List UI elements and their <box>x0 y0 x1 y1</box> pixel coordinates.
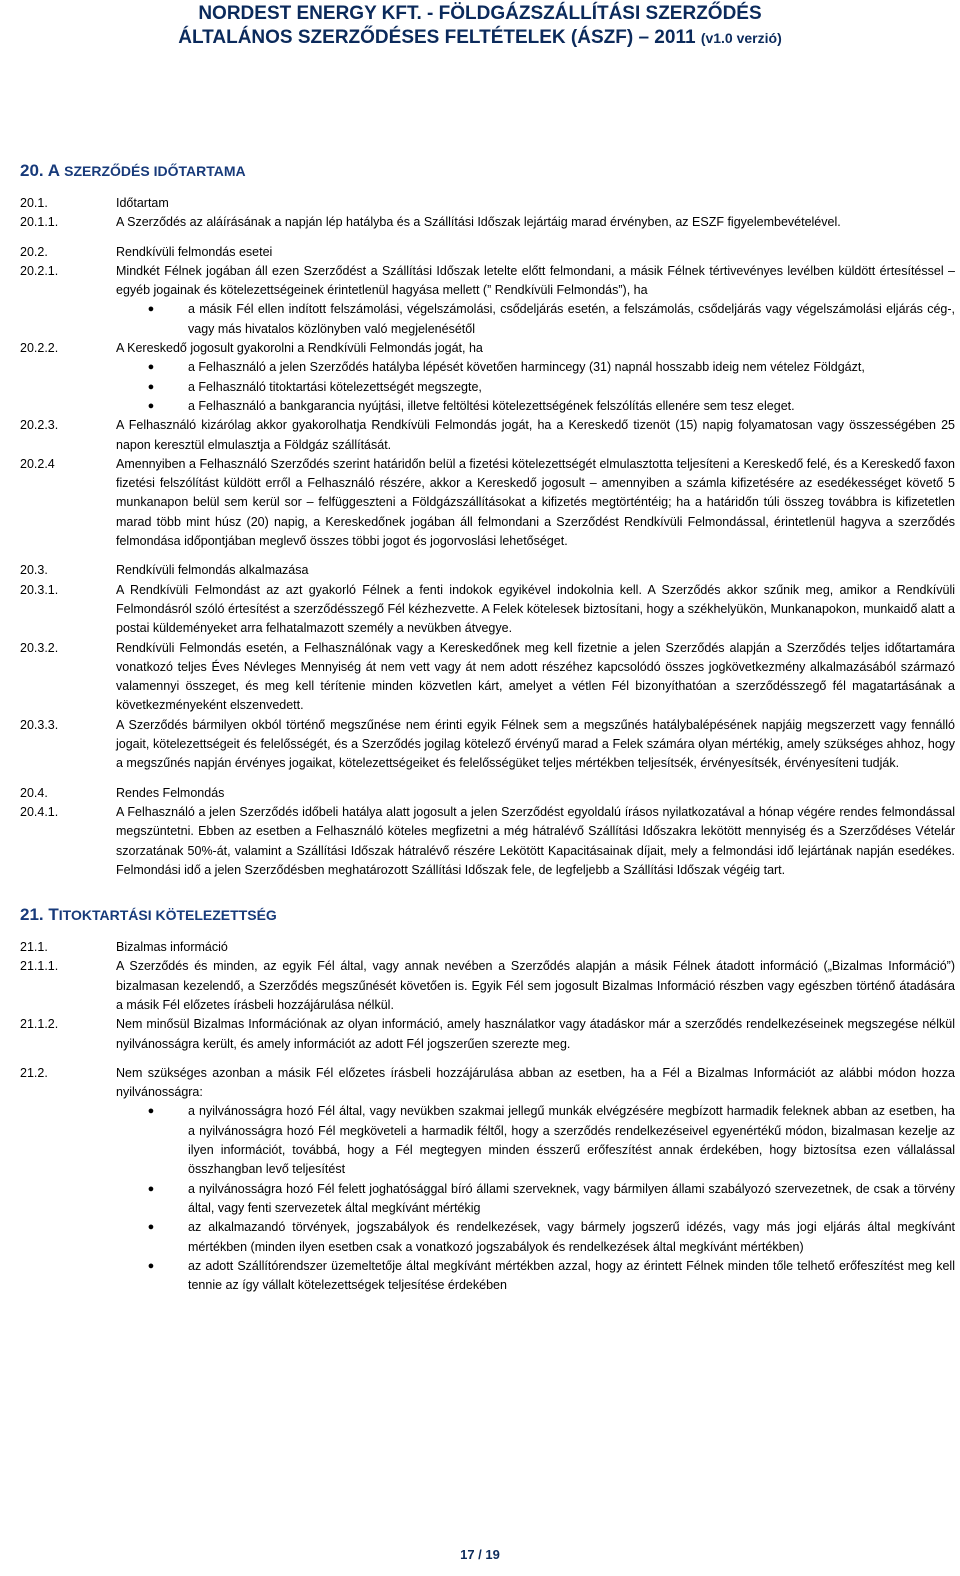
clause-text: A Kereskedő jogosult gyakorolni a Rendkívüli Felmondás jogát, ha <box>116 341 483 356</box>
clause <box>20 581 955 639</box>
clause <box>20 784 955 803</box>
clause-text: Rendkívüli felmondás esetei <box>116 244 273 259</box>
clause <box>20 1015 955 1054</box>
bullet-icon: ● <box>147 1182 155 1195</box>
clause <box>20 339 955 358</box>
clause <box>20 1064 955 1103</box>
clause-number: 20.2.2. <box>20 341 59 356</box>
clause <box>20 803 955 880</box>
clause-number: 21.1. <box>20 940 48 955</box>
section-title-initial: A <box>47 161 60 180</box>
clause <box>20 455 955 551</box>
bullet-item <box>116 397 955 416</box>
bullet-icon: ● <box>147 399 155 412</box>
clause-text: A Rendkívüli Felmondást az azt gyakorló Félnek a fenti indokok egyikével indokolnia kell. A Szerződés akkor szűnik meg, amikor a Rendkívüli Felmondásról szóló értesítést a szerződésszegő Fél kézhezvette. A Felek kötelesek biztosítani, hogy a székhelyükön, Munkanapokon, munkaidő alatt a postai küldeményeket arra felhatalmazott személy a nevükben átvegye. <box>116 582 955 636</box>
clause-text: A Szerződés és minden, az egyik Fél által, vagy annak nevében a Szerződés alapján a másik Félnek átadott információ („Bizalmas Információ”) bizalmasan kezelendő, a Szerződés megszűnését követően is. Egyik Fél sem jogosult Bizalmas Információ részben vagy egészben történő átadására a másik Fél előzetes írásbeli hozzájárulása nélkül. <box>116 959 955 1012</box>
bullet-text: a Felhasználó a bankgarancia nyújtási, illetve feltöltési kötelezettségének felszólítás ellenére sem tesz eleget. <box>188 398 795 413</box>
clause <box>20 716 955 774</box>
bullet-icon: ● <box>147 303 155 316</box>
clause-text: A Szerződés bármilyen okból történő megszűnése nem érinti egyik Félnek sem a megszűnés hatálybalépésének napjáig megszerzett vagy fennálló jogait, kötelezettségeit és felelősségét, és a Szerződés jogilag kötelező érvényű marad a Felek számára olyan mértékig, amely szükséges ahhoz, hogy a megszűnés napján érvényes jogaikat, kötelezettségeiket és felelősségüket teljes mértékben teljesítsék, érvényesítsék, érvényesíteni tudják. <box>116 717 955 771</box>
clause-text: Amennyiben a Felhasználó Szerződés szerint határidőn belül a fizetési kötelezettségét elmulasztotta teljesíteni a Kereskedő felé, és a Kereskedő faxon fizetési felszólítást küldött erről a Felhasználó részére, akkor a Kereskedő jogosult – amennyiben a számla kifizetésére az esedékességet követő 5 munkanapon belül sem kerül sor – felfüggeszteni a Földgázszállításokat a kifizetés megtörténtéig; ha a határidőn túli összeg továbbra is kifizetetlen marad több mint húsz (20) napig, a Kereskedőnek jogában áll felmondani a Szerződést Rendkívüli Felmondással, érintetlenül hagyva a szerződés felmondása időpontjában meglevő összes többi jogot és jogorvoslási lehetőséget. <box>116 456 955 549</box>
page-number: 17 / 19 <box>460 1547 500 1562</box>
bullet-icon: ● <box>147 1221 155 1234</box>
section-heading-21 <box>20 904 955 926</box>
bullet-text: a nyilvánosságra hozó Fél felett joghatósággal bíró állami szerveknek, vagy bármilyen állami szabályozó szervezetnek, de csak a törvény által, vagy fenti szervezetek által megkívánt mértékig <box>188 1181 955 1215</box>
clause <box>20 561 955 580</box>
section-heading-20 <box>20 160 955 182</box>
clause-number: 20.3.3. <box>20 717 59 732</box>
clause-text: Időtartam <box>116 196 169 210</box>
clause <box>20 957 955 1015</box>
clause <box>20 262 955 301</box>
section-title-rest: ITOKTARTÁSI KÖTELEZETTSÉG <box>58 907 277 924</box>
header-version: (v1.0 verzió) <box>700 30 782 46</box>
bullet-item <box>116 1102 955 1179</box>
bullet-text: a nyilvánosságra hozó Fél által, vagy nevükben szakmai jellegű munkák elvégzésére megbízott harmadik feleknek abban az esetben, ha a nyilvánosságra hozó Fél megköveteli a harmadik féltől, hogy a szerződés rendelkezéseivel egyenértékű módon, bizalmasan kezelje az ilyen információt, továbbá, hogy a Fél megtegyen minden ésszerű erőfeszítést annak érdekében, hogy biztosítsa ezen vállalással összhangban levő teljesítést <box>188 1104 955 1177</box>
clause-text: Rendes Felmondás <box>116 785 225 800</box>
bullet-text: az alkalmazandó törvények, jogszabályok és rendelkezések, vagy bármely jogszerű idézés, vagy más jogi eljárás által megkívánt mértékben (minden ilyen esetben csak a vonatkozó jogszabályok és rendelkezések által megkívánt mértékben) <box>188 1220 955 1254</box>
bullet-item <box>116 1180 955 1219</box>
clause-number: 21.1.2. <box>20 1017 59 1032</box>
clause-number: 20.4.1. <box>20 804 59 819</box>
document-header <box>0 2 960 50</box>
bullet-text: a Felhasználó titoktartási kötelezettségét megszegte, <box>188 379 482 394</box>
clause-number: 20.2.4 <box>20 456 55 471</box>
clause-number: 21.1.1. <box>20 959 59 974</box>
clause-text: Bizalmas információ <box>116 940 228 955</box>
clause-text: A Felhasználó kizárólag akkor gyakorolhatja Rendkívüli Felmondás jogát, ha a Kereskedő tizenöt (15) napig folyamatosan vagy összességében 25 napon keresztül elmulasztja a Földgáz szállítását. <box>116 418 955 452</box>
bullet-item <box>116 300 955 339</box>
clause-number: 20.2.1. <box>20 263 59 278</box>
document-body <box>20 160 955 1295</box>
clause-number: 20.3.1. <box>20 582 59 597</box>
bullet-icon: ● <box>147 1105 155 1118</box>
clause <box>20 639 955 716</box>
clause-text: Nem szükséges azonban a másik Fél előzetes írásbeli hozzájárulása abban az esetben, ha a Fél a Bizalmas Információt az alábbi módon hozza nyilvánosságra: <box>116 1065 955 1100</box>
clause-number: 20.2. <box>20 244 48 259</box>
clause <box>20 194 955 213</box>
bullet-icon: ● <box>147 380 155 393</box>
clause <box>20 416 955 455</box>
bullet-item <box>116 378 955 397</box>
clause-number: 20.2.3. <box>20 418 59 433</box>
clause-number: 20.1. <box>20 196 48 210</box>
clause <box>20 938 955 957</box>
clause-number: 20.3.2. <box>20 640 59 655</box>
section-title-rest: SZERZŐDÉS IDŐTARTAMA <box>64 163 246 179</box>
clause <box>20 213 955 232</box>
bullet-icon: ● <box>147 361 155 374</box>
header-title-line1: NORDEST ENERGY KFT. - FÖLDGÁZSZÁLLÍTÁSI SZERZŐDÉS <box>198 3 762 24</box>
clause-text: Nem minősül Bizalmas Információnak az olyan információ, amely használatkor vagy átadáskor már a szerződés rendelkezéseinek megszegése nélkül nyilvánosságra került, és amely információt az adott Fél jogszerűen szerezte meg. <box>116 1017 955 1051</box>
header-title-line2 <box>0 26 960 50</box>
clause-number: 20.4. <box>20 785 48 800</box>
clause <box>20 243 955 262</box>
clause-number: 20.3. <box>20 563 48 578</box>
clause-text: Mindkét Félnek jogában áll ezen Szerződést a Szállítási Időszak letelte előtt felmondani, a másik Félnek tértivevényes levélben küldött értesítéssel – egyéb jogainak és kötelezettségeinek érintetlenül hagyása mellett (” Rendkívüli Felmondás”), ha <box>116 263 955 298</box>
header-title-text: ÁLTALÁNOS SZERZŐDÉSES FELTÉTELEK (ÁSZF) – 2011 <box>178 27 696 48</box>
bullet-text: az adott Szállítórendszer üzemeltetője által megkívánt mértékben azzal, hogy az érintett Félnek minden tőle telhető erőfeszítést meg kell tennie az így vállalt kötelezettségek teljesítése érdekében <box>188 1258 955 1293</box>
bullet-item <box>116 358 955 377</box>
bullet-text: a másik Fél ellen indított felszámolási, végelszámolási, csődeljárás esetén, a felszámolás, csődeljárás vagy végelszámolási eljárás cég-, vagy más hivatalos közlönyben való megjelenésétől <box>188 302 955 336</box>
clause-text: A Felhasználó a jelen Szerződés időbeli hatálya alatt jogosult a jelen Szerződést egyoldalú írásos nyilatkozatával a hónap végére rendes felmondással megszüntetni. Ebben az esetben a Felhasználó köteles megfizetni a még hátralévő Szállítási Időszakra lekötött mennyiség és a Szerződéses Vételár szorzatának 50%-át, valamint a Szállítási Időszak hátralévő részére Lekötött Kapacitásainak díjait, mely a felmondási idő lejártának napján esedékes. Felmondási idő a jelen Szerződésben meghatározott Szállítási Időszak fele, de legfeljebb a Szállítási Időszak végéig tart. <box>116 804 955 877</box>
bullet-item <box>116 1218 955 1257</box>
section-number: 20. <box>20 161 44 180</box>
clause-number: 21.2. <box>20 1065 48 1080</box>
bullet-text: a Felhasználó a jelen Szerződés hatályba lépését követően harmincegy (31) napnál hosszabb ideig nem vételez Földgázt, <box>188 360 865 375</box>
clause-text: A Szerződés az aláírásának a napján lép hatályba és a Szállítási Időszak lejártáig marad érvényben, az ESZF figyelembevételével. <box>116 215 841 230</box>
bullet-item <box>116 1257 955 1296</box>
section-title-initial: T <box>48 905 59 925</box>
clause-text: Rendkívüli Felmondás esetén, a Felhasználónak vagy a Kereskedőnek meg kell fizetnie a jelen Szerződés alapján a Szerződés teljes időtartamára vonatkozó teljes Éves Névleges Mennyiség át nem vett vagy át nem adott részéhez kapcsolódó összes jogkövetkezmény alkalmazásából származó valamennyi összeget, és meg kell térítenie minden közvetlen kárt, amelyet a vétlen Fél bizonyíthatóan a szerződésszegő fél magatartásának a következményeként elszenvedett. <box>116 640 955 713</box>
section-number: 21. <box>20 905 44 925</box>
clause-text: Rendkívüli felmondás alkalmazása <box>116 563 309 578</box>
clause-number: 20.1.1. <box>20 215 59 230</box>
bullet-icon: ● <box>147 1259 155 1272</box>
